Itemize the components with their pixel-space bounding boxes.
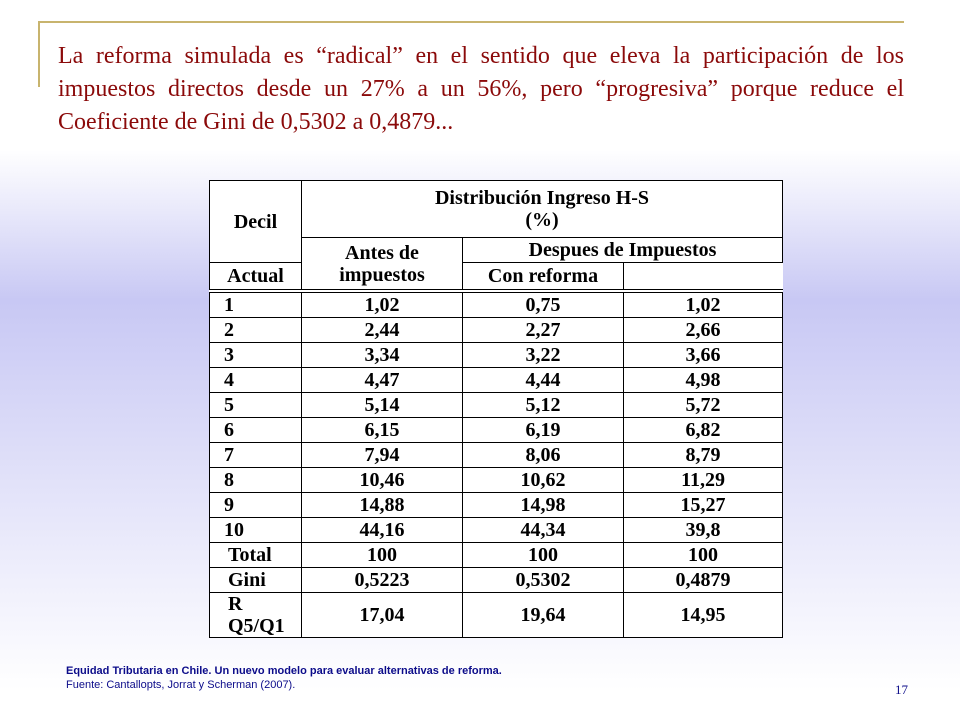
table-row <box>210 443 783 468</box>
cell-actual: 14,98 <box>463 493 624 518</box>
cell-reforma: 39,8 <box>624 518 783 543</box>
cell-decil: 10 <box>210 518 302 543</box>
header-row-group <box>210 181 783 238</box>
header-antes: Antes de impuestos <box>302 238 463 292</box>
header-con-reforma: Con reforma <box>463 263 624 292</box>
cell-antes: 17,04 <box>302 593 463 638</box>
summary-row-total <box>210 543 783 568</box>
table-row <box>210 291 783 318</box>
footnote <box>66 664 502 692</box>
cell-actual: 0,5302 <box>463 568 624 593</box>
header-distribution <box>302 181 783 238</box>
cell-antes: 10,46 <box>302 468 463 493</box>
cell-actual: 2,27 <box>463 318 624 343</box>
cell-reforma: 100 <box>624 543 783 568</box>
cell-reforma: 2,66 <box>624 318 783 343</box>
cell-antes: 2,44 <box>302 318 463 343</box>
cell-label: R Q5/Q1 <box>210 593 302 638</box>
cell-reforma: 15,27 <box>624 493 783 518</box>
header-decil: Decil <box>210 181 302 263</box>
cell-antes: 4,47 <box>302 368 463 393</box>
cell-antes: 1,02 <box>302 291 463 318</box>
table-row <box>210 418 783 443</box>
table-row <box>210 318 783 343</box>
header-row-scenarios <box>210 263 783 292</box>
slide-title: La reforma simulada es “radical” en el sentido que eleva la participación de los impuestos directos desde un 27% a un 56%, pero “progresiva” porque reduce el Coeficiente de Gini de 0,5302 a 0,4879... <box>58 43 904 135</box>
summary-row-gini <box>210 568 783 593</box>
cell-actual: 19,64 <box>463 593 624 638</box>
table-row <box>210 518 783 543</box>
header-despues: Despues de Impuestos <box>463 238 783 263</box>
table-row <box>210 468 783 493</box>
cell-antes: 7,94 <box>302 443 463 468</box>
table-row <box>210 343 783 368</box>
cell-reforma: 4,98 <box>624 368 783 393</box>
footnote-title: Equidad Tributaria en Chile. Un nuevo modelo para evaluar alternativas de reforma. <box>66 665 502 677</box>
cell-antes: 44,16 <box>302 518 463 543</box>
cell-antes: 5,14 <box>302 393 463 418</box>
cell-actual: 0,75 <box>463 291 624 318</box>
cell-antes: 14,88 <box>302 493 463 518</box>
cell-actual: 8,06 <box>463 443 624 468</box>
cell-decil: 2 <box>210 318 302 343</box>
cell-actual: 3,22 <box>463 343 624 368</box>
left-rule <box>38 21 40 87</box>
summary-row-ratio <box>210 593 783 638</box>
header-distribution-title: Distribución Ingreso H-S <box>434 187 650 209</box>
cell-decil: 1 <box>210 291 302 318</box>
cell-actual: 44,34 <box>463 518 624 543</box>
cell-decil: 6 <box>210 418 302 443</box>
cell-reforma: 8,79 <box>624 443 783 468</box>
cell-reforma: 1,02 <box>624 291 783 318</box>
cell-label: Gini <box>210 568 302 593</box>
cell-decil: 8 <box>210 468 302 493</box>
cell-decil: 9 <box>210 493 302 518</box>
cell-reforma: 14,95 <box>624 593 783 638</box>
table-row <box>210 393 783 418</box>
header-actual: Actual <box>210 263 302 292</box>
cell-decil: 3 <box>210 343 302 368</box>
cell-actual: 4,44 <box>463 368 624 393</box>
cell-decil: 5 <box>210 393 302 418</box>
cell-actual: 6,19 <box>463 418 624 443</box>
cell-reforma: 0,4879 <box>624 568 783 593</box>
footnote-source: Fuente: Cantallopts, Jorrat y Scherman (2007). <box>66 679 296 691</box>
cell-antes: 3,34 <box>302 343 463 368</box>
income-distribution-table <box>209 180 783 638</box>
cell-antes: 100 <box>302 543 463 568</box>
header-distribution-unit: (%) <box>525 209 559 231</box>
cell-actual: 10,62 <box>463 468 624 493</box>
cell-reforma: 3,66 <box>624 343 783 368</box>
cell-reforma: 5,72 <box>624 393 783 418</box>
cell-antes: 0,5223 <box>302 568 463 593</box>
cell-actual: 5,12 <box>463 393 624 418</box>
table-row <box>210 368 783 393</box>
cell-actual: 100 <box>463 543 624 568</box>
table-row <box>210 493 783 518</box>
cell-reforma: 11,29 <box>624 468 783 493</box>
cell-label: Total <box>210 543 302 568</box>
cell-decil: 7 <box>210 443 302 468</box>
page-number: 17 <box>895 682 908 697</box>
table-body <box>210 291 783 638</box>
top-rule <box>38 21 904 23</box>
cell-reforma: 6,82 <box>624 418 783 443</box>
cell-decil: 4 <box>210 368 302 393</box>
cell-antes: 6,15 <box>302 418 463 443</box>
